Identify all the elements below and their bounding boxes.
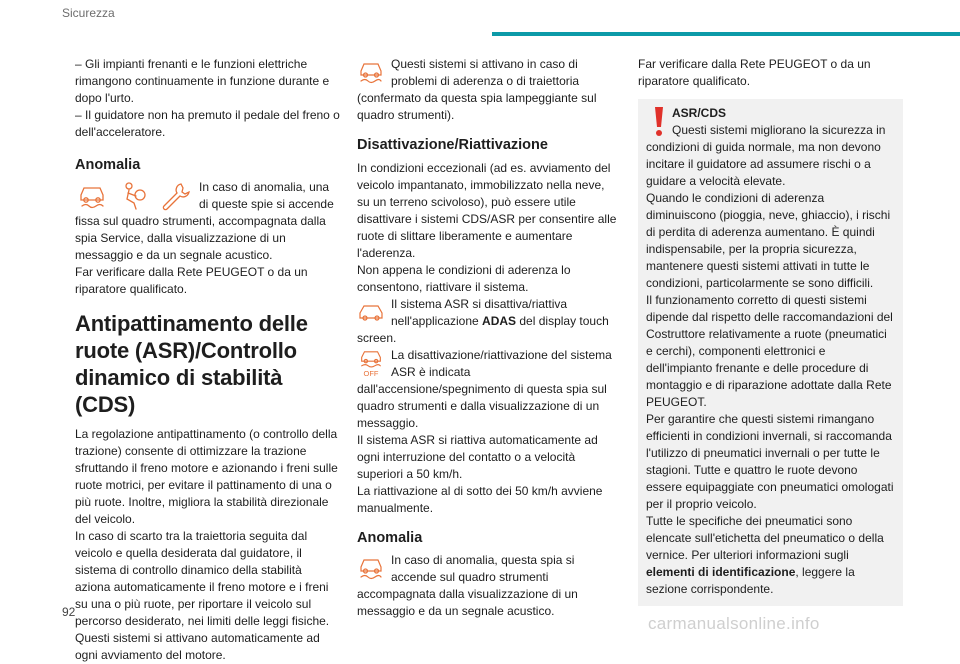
body-paragraph-1: La regolazione antipattinamento (o controllo della trazione) consente di ottimizzare la trazione sfruttando il freno motore e azionando i freni sulle ruote motrici, per evitare il pattinamento di una o più ruote. Inoltre, migliora la stabilità direzionale del veicolo. bbox=[75, 427, 338, 526]
svg-text:OFF: OFF bbox=[363, 369, 379, 377]
column-3 bbox=[638, 56, 903, 606]
asr-adas-text: Il sistema ASR si disattiva/riattiva nell'applicazione ADAS del display touch screen. bbox=[357, 297, 609, 345]
intro-line-1: – Gli impianti frenanti e le funzioni elettriche rimangono continuamente in funzione durante e dopo l'urto. bbox=[75, 57, 330, 105]
car-skid-icon bbox=[357, 554, 385, 584]
off-indicator-text: La disattivazione/riattivazione del sistema ASR è indicata dall'accensione/spegnimento di questa spia sul quadro strumenti e dalla visualizzazione di un messaggio. bbox=[357, 348, 612, 430]
driver-steering-icon bbox=[116, 181, 151, 211]
warning-paragraph-3: Il funzionamento corretto di questi sistemi dipende dal rispetto delle raccomandazioni del Costruttore relativamente a ruote (pneumatici e cerchi), componenti elettronici e dell'impianto frenante e delle procedure di montaggio e di riparazione adottate dalla Rete PEUGEOT. bbox=[646, 293, 893, 409]
car-skid-icon bbox=[75, 181, 110, 211]
anomaly-text-2: In caso di anomalia, questa spia si accende sul quadro strumenti accompagnata dalla visualizzazione di un messaggio e da un segnale acustico. bbox=[357, 553, 578, 618]
anomaly-heading-1: Anomalia bbox=[75, 157, 141, 173]
intro-line-2: – Il guidatore non ha premuto il pedale del freno o dell'acceleratore. bbox=[75, 108, 340, 139]
adas-label: ADAS bbox=[482, 314, 517, 328]
warning-title: ASR/CDS bbox=[672, 106, 727, 120]
body-paragraph-3: Questi sistemi si attivano automaticamente ad ogni avviamento del motore. bbox=[75, 631, 320, 662]
section-title: Sicurezza bbox=[62, 6, 115, 20]
warning-box bbox=[638, 99, 903, 606]
manual-reactivation-text: La riattivazione al di sotto dei 50 km/h avviene manualmente. bbox=[357, 484, 603, 515]
wrench-icon bbox=[157, 181, 192, 211]
anomaly-check-text: Far verificare dalla Rete PEUGEOT o da un riparatore qualificato. bbox=[75, 265, 308, 296]
warning-paragraph-1: Questi sistemi migliorano la sicurezza in condizioni di guida normale, ma non devono incitare il guidatore ad assumere rischi o a guidare a velocità elevate. bbox=[646, 123, 886, 188]
anomaly-heading-2: Anomalia bbox=[357, 530, 423, 546]
car-skid-off-icon bbox=[357, 349, 385, 379]
warning-paragraph-4: Per garantire che questi sistemi rimangano efficienti in condizioni invernali, si raccomanda l'utilizzo di pneumatici invernali o per tutte le stagioni. Tutte e quattro le ruote devono essere equipaggiate con pneumatici omologati per il proprio veicolo. bbox=[646, 412, 894, 511]
auto-reactivation-text: Il sistema ASR si riattiva automaticamente ad ogni interruzione del contatto o a velocità superiori a 50 km/h. bbox=[357, 433, 598, 481]
car-skid-icon bbox=[357, 58, 385, 88]
column-2 bbox=[357, 56, 619, 620]
body-paragraph-2: In caso di scarto tra la traiettoria seguita dal veicolo e quella desiderata dal guidatore, il sistema di controllo dinamico della stabilità aziona automaticamente il freno motore e i freni su una o più ruote, per riportare il veicolo sul percorso desiderato, nei limiti delle leggi fisiche. bbox=[75, 529, 330, 628]
identification-link-text: elementi di identificazione bbox=[646, 565, 796, 579]
exclamation-warning-icon bbox=[646, 105, 672, 139]
column-1 bbox=[75, 56, 340, 664]
activation-text: Questi sistemi si attivano in caso di problemi di aderenza o di traiettoria (confermato da questa spia lampeggiante sul quadro strumenti). bbox=[357, 57, 597, 122]
anomaly-text-1: In caso di anomalia, una di queste spie si accende fissa sul quadro strumenti, accompagnata dalla spia Service, dalla visualizzazione di un messaggio e da un segnale acustico. bbox=[75, 180, 334, 262]
check-text: Far verificare dalla Rete PEUGEOT o da un riparatore qualificato. bbox=[638, 57, 871, 88]
deactivation-text-1: In condizioni eccezionali (ad es. avviamento del veicolo impantanato, immobilizzato nella neve, su un terreno scivoloso), può essere utile disattivare i sistemi CDS/ASR per consentire alle ruote di slittare liberamente e aumentare l'aderenza. bbox=[357, 161, 617, 260]
warning-paragraph-5: Tutte le specifiche dei pneumatici sono elencate sull'etichetta del pneumatico o della vernice. Per ulteriori informazioni sugli elementi di identificazione, leggere la sezione corrispondente. bbox=[646, 514, 884, 596]
warning-paragraph-2: Quando le condizioni di aderenza diminuiscono (pioggia, neve, ghiaccio), i rischi di perdita di aderenza aumentano. È quindi indispensabile, per la propria sicurezza, mantenere questi sistemi attivati in tutte le condizioni, particolarmente se sono difficili. bbox=[646, 191, 891, 290]
car-outline-icon bbox=[357, 298, 385, 328]
watermark: carmanualsonline.info bbox=[648, 614, 820, 633]
header-accent-bar bbox=[492, 32, 960, 36]
deactivation-heading: Disattivazione/Riattivazione bbox=[357, 137, 548, 153]
deactivation-text-2: Non appena le condizioni di aderenza lo consentono, riattivare il sistema. bbox=[357, 263, 571, 294]
main-heading: Antipattinamento delle ruote (ASR)/Controllo dinamico di stabilità (CDS) bbox=[75, 311, 308, 417]
page-number: 92 bbox=[62, 605, 76, 619]
